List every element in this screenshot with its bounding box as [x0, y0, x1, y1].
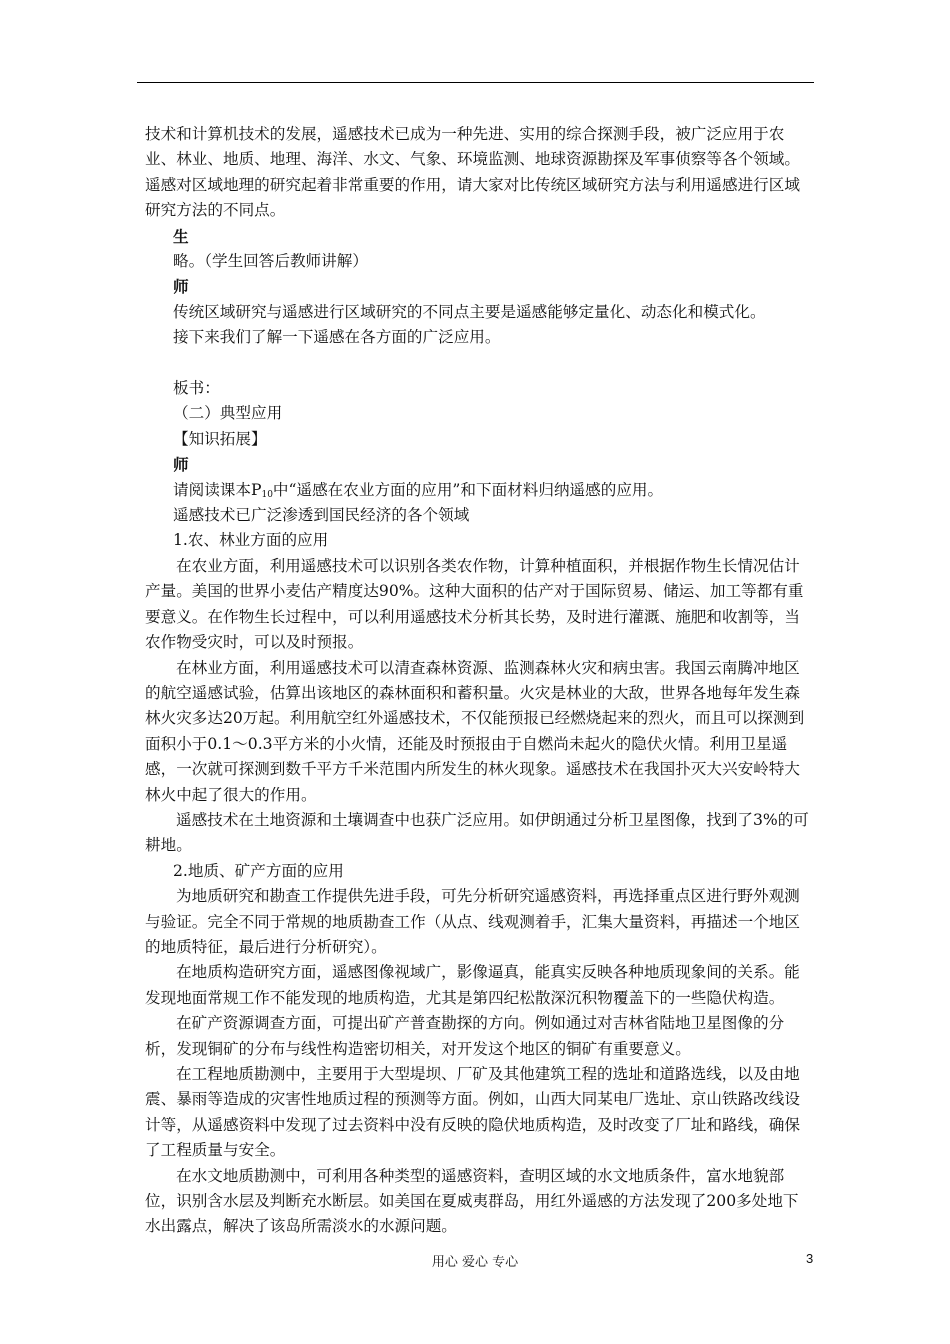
teacher-line: 接下来我们了解一下遥感在各方面的广泛应用。 [173, 328, 501, 347]
paragraph-geology: 在地质构造研究方面，遥感图像视域广，影像逼真，能真实反映各种地质现象间的关系。能发现地面常规工作不能发现的地质构造，尤其是第四纪松散深沉积物覆盖下的一些隐伏构造。 [145, 963, 800, 1007]
page-subscript: 10 [261, 489, 273, 500]
subsection-heading: 2.地质、矿产方面的应用 [173, 861, 344, 880]
material-title: 遥感技术已广泛渗透到国民经济的各个领域 [173, 506, 470, 525]
knowledge-extension-heading: 【知识拓展】 [173, 429, 267, 448]
subsection-heading: 1.农、林业方面的应用 [173, 531, 329, 550]
speaker-teacher: 师 [173, 455, 189, 475]
paragraph-agriculture: 在农业方面，利用遥感技术可以识别各类农作物，计算种植面积，并根据作物生长情况估计产量。美国的世界小麦估产精度达90%。这种大面积的估产对于国际贸易、储运、加工等都有重要意义。在作物生长过程中，可以利用遥感技术分析其长势，及时进行灌溉、施肥和收割等，当农作物受灾时，可以及时预报。 [145, 556, 804, 652]
reading-instruction [145, 478, 813, 503]
blank-line [145, 351, 813, 376]
document-body [145, 122, 813, 1240]
paragraph-land: 遥感技术在土地资源和土壤调查中也获广泛应用。如伊朗通过分析卫星图像，找到了3%的可耕地。 [145, 810, 809, 855]
intro-paragraph: 技术和计算机技术的发展，遥感技术已成为一种先进、实用的综合探测手段，被广泛应用于农业、林业、地质、地理、海洋、水文、气象、环境监测、地球资源勘探及军事侦察等各个领域。遥感对区域地理的研究起着非常重要的作用，请大家对比传统区域研究方法与利用遥感进行区域研究方法的不同点。 [145, 125, 800, 220]
reading-instruction-post: 中“遥感在农业方面的应用”和下面材料归纳遥感的应用。 [272, 480, 664, 499]
page-number: 3 [806, 1251, 814, 1266]
paragraph-geology: 在水文地质勘测中，可利用各种类型的遥感资料，查明区域的水文地质条件，富水地貌部位，识别含水层及判断充水断层。如美国在夏威夷群岛，用红外遥感的方法发现了200多处地下水出露点，解决了该岛所需淡水的水源问题。 [145, 1166, 799, 1236]
section-title: （二）典型应用 [173, 404, 283, 423]
header-rule [137, 82, 814, 83]
paragraph-geology: 在工程地质勘测中，主要用于大型堤坝、厂矿及其他建筑工程的选址和道路选线，以及由地震、暴雨等造成的灾害性地质过程的预测等方面。例如，山西大同某电厂选址、京山铁路改线设计等，从遥感资料中发现了过去资料中没有反映的隐伏地质构造，及时改变了厂址和路线，确保了工程质量与安全。 [145, 1065, 800, 1160]
board-label: 板书： [173, 379, 220, 398]
page-footer [0, 1251, 950, 1271]
reading-instruction-pre: 请阅读课本P [173, 480, 262, 499]
teacher-line: 传统区域研究与遥感进行区域研究的不同点主要是遥感能够定量化、动态化和模式化。 [173, 302, 766, 321]
paragraph-geology: 为地质研究和勘查工作提供先进手段，可先分析研究遥感资料，再选择重点区进行野外观测与验证。完全不同于常规的地质勘查工作（从点、线观测着手，汇集大量资料，再描述一个地区的地质特征，最后进行分析研究）。 [145, 887, 800, 956]
paragraph-geology: 在矿产资源调查方面，可提出矿产普查勘探的方向。例如通过对吉林省陆地卫星图像的分析，发现铜矿的分布与线性构造密切相关，对开发这个地区的铜矿有重要意义。 [145, 1014, 785, 1058]
speaker-teacher: 师 [173, 277, 189, 297]
student-answer: 略。（学生回答后教师讲解） [173, 252, 368, 271]
paragraph-forestry: 在林业方面，利用遥感技术可以清查森林资源、监测森林火灾和病虫害。我国云南腾冲地区的航空遥感试验，估算出该地区的森林面积和蓄积量。火灾是林业的大敌，世界各地每年发生森林火灾多达20万起。利用航空红外遥感技术，不仅能预报已经燃烧起来的烈火，而且可以探测到面积小于0.1～0.3平方米的小火情，还能及时预报由于自燃尚未起火的隐伏火情。利用卫星遥感，一次就可探测到数千平方千米范围内所发生的林火现象。遥感技术在我国扑灭大兴安岭特大林火中起了很大的作用。 [145, 658, 805, 804]
footer-text: 用心 爱心 专心 [431, 1255, 519, 1270]
speaker-student: 生 [173, 226, 189, 246]
